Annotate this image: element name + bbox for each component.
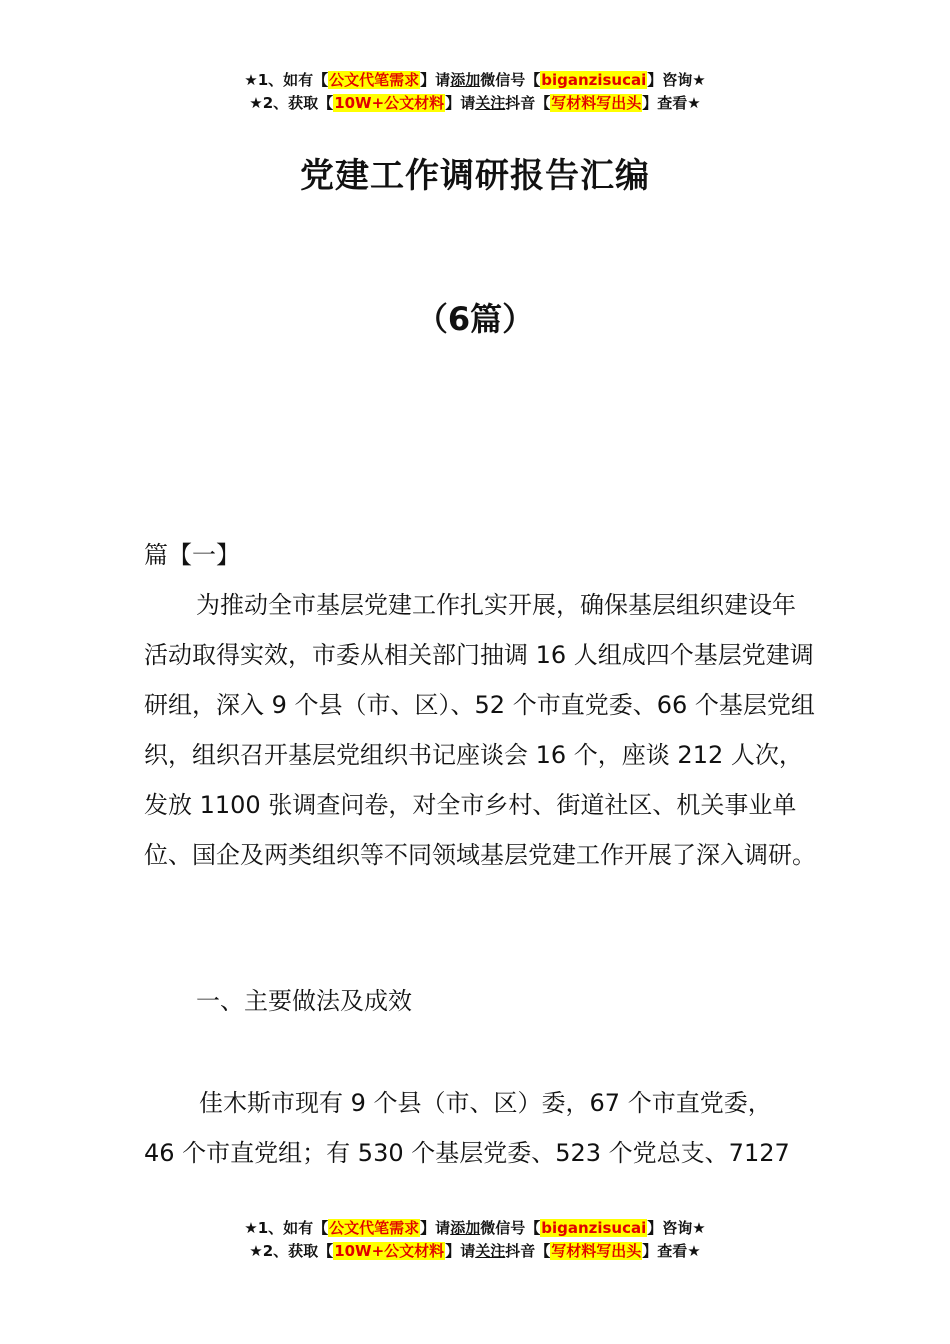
paragraph-1: 为推动全市基层党建工作扎实开展，确保基层组织建设年活动取得实效，市委从相关部门抽调 16 人组成四个基层党建调研组，深入 9 个县（市、区）、52 个市直党委、66 个基层党组织，组织召开基层党组织书记座谈会 16 个，座谈 212 人次，发放 1100 张调查问卷，对全市乡村、街道社区、机关事业单位、国企及两类组织等不同领域基层党建工作开展了深入调研。 (144, 591, 816, 869)
promo-line-1 (0, 1217, 950, 1240)
promo-highlight: 写材料写出头 (551, 94, 642, 112)
promo-text: 】咨询★ (647, 71, 706, 89)
promo-banner-top (0, 69, 950, 115)
promo-text: 】咨询★ (647, 1219, 706, 1237)
promo-line-2 (0, 1240, 950, 1263)
promo-highlight: 公文代笔需求 (329, 1219, 420, 1237)
promo-underlined: 添加 (450, 1219, 481, 1237)
promo-line-2 (0, 92, 950, 115)
promo-text: 抖音【 (505, 94, 551, 112)
promo-text: 微信号【 (480, 1219, 541, 1237)
promo-underlined: 关注 (475, 1242, 506, 1260)
document-title: 党建工作调研报告汇编 (300, 156, 650, 196)
promo-text: ★2、获取【 (249, 1242, 334, 1260)
promo-text: 】请 (420, 1219, 451, 1237)
promo-underlined: 关注 (475, 94, 506, 112)
promo-highlight: 10W+公文材料 (334, 1242, 445, 1260)
promo-highlight: 公文代笔需求 (329, 71, 420, 89)
promo-highlight: biganzisucai (541, 1219, 647, 1237)
promo-text: ★1、如有【 (244, 71, 329, 89)
promo-highlight: 写材料写出头 (551, 1242, 642, 1260)
paragraph-2 (144, 1078, 834, 1178)
section-heading-1: 一、主要做法及成效 (196, 987, 412, 1015)
promo-text: ★1、如有【 (244, 1219, 329, 1237)
document-subtitle: （6篇） (415, 300, 535, 338)
promo-underlined: 添加 (450, 71, 481, 89)
promo-text: 微信号【 (480, 71, 541, 89)
promo-text: 】请 (445, 1242, 476, 1260)
promo-text: 】查看★ (642, 1242, 701, 1260)
paragraph-2-line-1: 佳木斯市现有 9 个县（市、区）委，67 个市直党委， (199, 1089, 772, 1117)
promo-text: 】查看★ (642, 94, 701, 112)
promo-text: 抖音【 (505, 1242, 551, 1260)
promo-text: 】请 (445, 94, 476, 112)
promo-text: 】请 (420, 71, 451, 89)
promo-banner-bottom (0, 1217, 950, 1263)
promo-highlight: biganzisucai (541, 71, 647, 89)
promo-text: ★2、获取【 (249, 94, 334, 112)
paragraph-2-line-2: 46 个市直党组；有 530 个基层党委、523 个党总支、7127 (144, 1139, 790, 1167)
promo-line-1 (0, 69, 950, 92)
promo-highlight: 10W+公文材料 (334, 94, 445, 112)
section-label: 篇【一】 (144, 541, 240, 569)
